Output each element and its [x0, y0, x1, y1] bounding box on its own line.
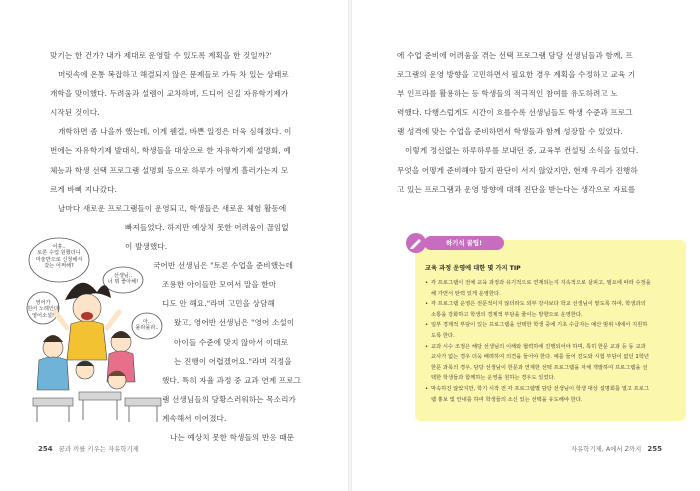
page-number: 255 — [647, 445, 662, 453]
text-line: 부 인프라를 활용하는 등 학생들의 적극적인 참여를 유도하려고 노 — [397, 89, 618, 99]
text-line: 개학하면 좀 나을까 했는데, 이게 웬걸, 바쁜 일정은 더욱 심해졌다. 이 — [58, 127, 292, 137]
tip-list — [425, 278, 681, 405]
left-body-text-top — [50, 46, 291, 218]
text-line: 날마다 새로운 프로그램들이 운영되고, 학생들은 새로운 체험 활동에 — [58, 203, 287, 213]
text-line: 체능과 학생 선택 프로그램 설명회 등으로 하루가 어떻게 흘러가는지 모 — [50, 165, 289, 175]
text-line: 아이들 수준에 맞지 않아서 이대로 — [174, 337, 289, 347]
speech-bubble-3: 선생님.. 너 뭐 좋아해! — [107, 273, 139, 286]
text-line: 무엇을 어떻게 준비해야 할지 판단이 서지 않았지만, 현재 우리가 진행하 — [397, 165, 638, 175]
text-line: 나는 예상치 못한 학생들의 반응 때문 — [170, 433, 295, 443]
text-line: 머릿속에 온통 복잡하고 해결되지 않은 문제들로 가득 차 있는 상태로 — [58, 70, 289, 80]
text-line: 했다. 특히 자율 과정 중 교과 연계 프로그 — [162, 375, 302, 385]
text-line: 개학을 맞이했다. 두려움과 설렘이 교차하며, 드디어 신길 자유학기제가 — [50, 89, 289, 99]
text-line: 조용한 아이들만 모여서 말을 한마 — [162, 280, 277, 290]
left-footer — [38, 444, 139, 453]
list-item: • 각 프로그램 운영은 전문적이지 않더라도 외부 강사보다 학교 선생님이 맡도록 하여, 학생과의 소통을 강화하고 학생의 경제적 부담을 줄이는 방향으로 운영한다. — [425, 299, 681, 320]
page-number: 254 — [38, 445, 53, 453]
text-line: 램 성격에 맞는 수업을 준비하면서 학생들과 함께 성장할 수 있었다. — [397, 127, 623, 137]
list-item: • 각 프로그램이 전체 교육 과정과 유기적으로 연계되는지 지속적으로 살피고, 필요에 따라 수정을 해 가면서 탄력 있게 운영한다. — [425, 278, 681, 299]
text-line: 계속해서 이어졌다. — [162, 413, 227, 423]
text-line: 램 선생님들의 당황스러워하는 목소리가 — [162, 394, 296, 404]
running-title: 꿈과 끼를 키우는 자유학기제 — [58, 445, 139, 453]
tip-title: 교육 과정 운영에 대한 몇 가지 TIP — [425, 265, 521, 272]
text-line: 빠져들었다. 하지만 예상치 못한 어려움이 끊임없 — [125, 223, 289, 232]
text-line: 왔고, 영어반 선생님은 "영어 소설이 — [174, 318, 295, 328]
list-item: • 막속하진 않았지만, 학기 시작 전 각 프로그램별 담당 선생님이 학생 대상 설명회를 열고 프로그 램 홍보 및 안내를 하여 학생들의 소신 있는 선택을 유도해야 한다. — [425, 384, 681, 405]
right-footer — [571, 444, 662, 453]
speech-bubble-2: 영어가 원어 노래인데 영어소설! — [27, 300, 59, 319]
text-line: 디도 안 해요."라며 고민을 상담해 — [162, 299, 275, 309]
text-line: 이 발생했다. — [125, 242, 168, 252]
text-line: 에 수업 준비에 어려움을 겪는 선택 프로그램 담당 선생님들과 함께, 프 — [397, 51, 633, 60]
text-line: 력했다. 다행스럽게도 시간이 흐를수록 선생님들도 학생 수준과 프로그 — [397, 108, 633, 118]
running-title: 자유학기제, A에서 Z까지 — [570, 445, 642, 453]
list-item: • 일부 경제적 부담이 있는 프로그램을 선택한 학생 중에 기초 수급자는 예산 범위 내에서 지원하 도록 한다. — [425, 320, 681, 341]
cartoon-teachers-illustration — [25, 230, 165, 430]
text-line: 이렇게 정신없는 하루하루를 보내던 중, 교육부 컨설팅 소식을 들었다. — [405, 146, 639, 156]
text-line: 르게 바삐 지나갔다. — [50, 184, 118, 194]
right-body-text — [397, 46, 638, 199]
speech-bubble-1: 어휴.. 토론 수업 원했더니 미술반으로 신청해서 갔는 어쩌해? — [35, 244, 83, 270]
text-line: 고 있는 프로그램과 운영 방향에 대해 진단을 받는다는 생각으로 자료를 — [397, 184, 636, 194]
text-line: 맞기는 한 건가? 내가 제대로 운영할 수 있도록 계획을 한 것일까?' — [50, 51, 272, 60]
text-line: 시작된 것이다. — [50, 108, 100, 118]
text-line: 국어반 선생님은 "토론 수업을 준비했는데 — [153, 261, 294, 271]
speech-bubble-4: 아.. 몰라몰라.. — [135, 319, 159, 332]
tip-tab-label: 하기석 꿀팁! — [424, 236, 504, 250]
text-line: 는 진행이 어렵겠어요."라며 걱정을 — [174, 356, 292, 366]
list-item: • 교과 시수 조정은 해당 선생님의 이해와 협력하에 진행되어야 하며, 특히 한문 교과 등 동 교과 교사가 없는 경우 더욱 배려하여 의견을 들어야 한다. 예를 들어 진도와 시험 부담이 없던 1학년 한문 과목의 경우, 담당 선생님이 한문과 연계한 선택 프로그램을 자체 개발하여 프로그램을 선 택한 학생들과 함께하는 운영을 원하는 경우도 있었다. — [425, 342, 681, 384]
text-line: 로그램의 운영 방향을 고민하면서 필요한 경우 계획을 수정하고 교육 기 — [397, 70, 636, 80]
text-line: 번에는 자유학기제 발대식, 학생들을 대상으로 한 자유학기제 설명회, 예 — [50, 146, 291, 156]
